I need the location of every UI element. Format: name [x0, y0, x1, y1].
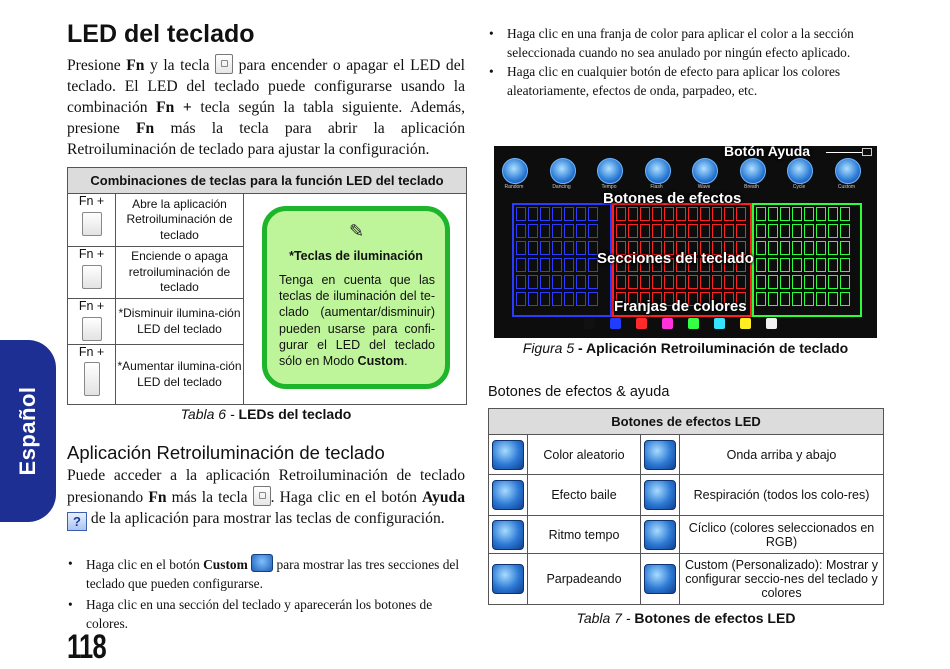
effect-circle-random[interactable] [502, 158, 528, 184]
keyboard-key[interactable] [780, 241, 790, 255]
keyboard-key[interactable] [828, 224, 838, 238]
keyboard-key[interactable] [712, 224, 722, 238]
keyboard-key[interactable] [756, 224, 766, 238]
keyboard-key[interactable] [768, 292, 778, 306]
note-body [279, 272, 435, 369]
intro-text-2: y la tecla [150, 57, 210, 74]
ayuda-label: Ayuda [421, 489, 466, 506]
table-row [68, 194, 243, 247]
keyboard-key[interactable] [780, 224, 790, 238]
keyboard-key[interactable] [540, 275, 550, 289]
intro-text-1: Presione [67, 57, 121, 74]
backlight-app-heading: Aplicación Retroiluminación de teclado [67, 442, 385, 463]
keyboard-key[interactable] [816, 275, 826, 289]
keyboard-key[interactable] [516, 292, 526, 306]
keyboard-key[interactable] [828, 292, 838, 306]
keyboard-key[interactable] [840, 241, 850, 255]
keyboard-key[interactable] [516, 258, 526, 272]
keyboard-key[interactable] [828, 275, 838, 289]
keyboard-key[interactable] [516, 241, 526, 255]
bullet-text: Haga clic en el botón [86, 557, 200, 572]
note-title: *Teclas de iluminación [289, 249, 423, 263]
keyboard-key[interactable] [540, 258, 550, 272]
keyboard-key[interactable] [688, 207, 698, 221]
color-swatch[interactable] [766, 318, 777, 329]
backlight-app-key-icon [82, 212, 102, 236]
note-custom-label: Custom [357, 354, 405, 369]
row-description: Abre la aplicación Retroiluminación de teclado [126, 196, 233, 242]
keyboard-key[interactable] [700, 207, 710, 221]
keyboard-key[interactable] [564, 258, 574, 272]
backlight-app-paragraph [67, 465, 465, 531]
keyboard-key[interactable] [804, 292, 814, 306]
keyboard-key[interactable] [804, 224, 814, 238]
fn-label: Fn + [78, 299, 105, 313]
table7-caption [488, 610, 884, 626]
app-text-3: . Haga clic en el botón [270, 489, 417, 506]
backlight-toggle-key-icon [82, 265, 102, 289]
keyboard-key[interactable] [652, 224, 662, 238]
keyboard-key[interactable] [736, 275, 746, 289]
keyboard-key[interactable] [588, 224, 598, 238]
table7-caption-prefix: Tabla 7 - [576, 610, 635, 626]
page-number: 118 [67, 628, 106, 666]
keyboard-key[interactable] [576, 258, 586, 272]
keyboard-key[interactable] [576, 292, 586, 306]
keyboard-key[interactable] [804, 207, 814, 221]
keyboard-key[interactable] [564, 241, 574, 255]
language-side-tab-label: Español [15, 386, 40, 476]
keyboard-key[interactable] [736, 207, 746, 221]
language-side-tab [0, 340, 56, 522]
dancing-effect-icon [492, 480, 524, 510]
table6-caption [67, 406, 465, 422]
table-row [489, 435, 884, 475]
keyboard-key[interactable] [804, 275, 814, 289]
bullet-text: para mostrar las tres secciones del teclado que pueden configurarse. [86, 557, 460, 591]
brightness-down-key-icon [82, 317, 102, 341]
effect-circle-custom[interactable] [835, 158, 861, 184]
effect-label: Respiración (todos los colo-res) [680, 475, 884, 516]
keyboard-key[interactable] [676, 207, 686, 221]
table-row [68, 299, 243, 345]
effect-circle-label: Breath [744, 184, 759, 190]
color-swatch[interactable] [688, 318, 699, 329]
brightness-up-key-icon [84, 362, 100, 396]
keyboard-key[interactable] [828, 241, 838, 255]
keyboard-key[interactable] [564, 292, 574, 306]
keyboard-key[interactable] [724, 275, 734, 289]
keyboard-key[interactable] [700, 275, 710, 289]
backlight-key-icon [253, 486, 271, 506]
intro-paragraph [67, 54, 465, 160]
icon-cell [489, 435, 528, 475]
keyboard-key[interactable] [516, 275, 526, 289]
effect-circle-breath[interactable] [740, 158, 766, 184]
intro-text-3: para encender o apagar el LED del teclado. El LED del teclado puede configurarse usando la combinación [67, 57, 465, 116]
color-swatch[interactable] [714, 318, 725, 329]
keyboard-sections-label: Secciones del teclado [597, 250, 754, 267]
keyboard-key[interactable] [840, 275, 850, 289]
keyboard-key[interactable] [616, 207, 626, 221]
keyboard-key[interactable] [628, 207, 638, 221]
keyboard-key[interactable] [528, 275, 538, 289]
icon-cell [641, 554, 680, 605]
effect-circle-label: Cycle [792, 184, 806, 190]
figure5-caption-title: - Aplicación Retroiluminación de teclado [574, 340, 849, 356]
keyboard-key[interactable] [628, 275, 638, 289]
keyboard-key[interactable] [564, 224, 574, 238]
keyboard-key[interactable] [588, 207, 598, 221]
keyboard-key[interactable] [792, 241, 802, 255]
keyboard-key[interactable] [828, 258, 838, 272]
effects-table-wrapper [488, 408, 884, 626]
keyboard-key[interactable] [768, 258, 778, 272]
row-description: Enciende o apaga retroiluminación de teclado [128, 249, 231, 295]
app-text-2: más la tecla [171, 489, 248, 506]
keyboard-key[interactable] [816, 207, 826, 221]
app-text-1: Puede acceder a la aplicación Retroiluminación de teclado presionando [67, 467, 465, 506]
keyboard-key[interactable] [576, 224, 586, 238]
effect-circle-label: Dancing [552, 184, 571, 190]
cycle-effect-icon [644, 520, 676, 550]
icon-cell [641, 435, 680, 475]
row-description: *Disminuir ilumina-ción LED del teclado [118, 306, 241, 336]
fn-key-label-3: Fn [148, 489, 167, 506]
fn-cell [68, 299, 116, 344]
keyboard-key[interactable] [540, 241, 550, 255]
tempo-effect-icon [492, 520, 524, 550]
backlight-app-screenshot [494, 146, 877, 338]
effect-label: Cíclico (colores seleccionados en RGB) [680, 516, 884, 554]
keyboard-key[interactable] [756, 275, 766, 289]
keyboard-key[interactable] [552, 224, 562, 238]
table7-caption-title: Botones de efectos LED [634, 610, 796, 626]
keyboard-key[interactable] [528, 241, 538, 255]
keyboard-key[interactable] [516, 207, 526, 221]
keyboard-key[interactable] [792, 275, 802, 289]
effect-circle-wave[interactable] [692, 158, 718, 184]
keyboard-key[interactable] [768, 207, 778, 221]
keyboard-key[interactable] [552, 241, 562, 255]
lighting-keys-note [262, 206, 450, 389]
keyboard-key[interactable] [756, 207, 766, 221]
keyboard-key[interactable] [816, 241, 826, 255]
keyboard-key[interactable] [540, 224, 550, 238]
figure5-caption-prefix: Figura 5 [522, 340, 575, 356]
breath-effect-icon [644, 480, 676, 510]
keyboard-key[interactable] [616, 275, 626, 289]
table-divider [243, 194, 244, 404]
table-row [489, 475, 884, 516]
row-description: *Aumentar ilumina-ción LED del teclado [117, 359, 242, 389]
table-row [68, 247, 243, 299]
right-bullet-list [488, 24, 882, 100]
keyboard-key[interactable] [516, 224, 526, 238]
keyboard-key[interactable] [688, 275, 698, 289]
effect-circle-label: Tempo [601, 184, 617, 190]
keyboard-key[interactable] [628, 224, 638, 238]
keyboard-key[interactable] [768, 275, 778, 289]
color-swatch[interactable] [662, 318, 673, 329]
effects-table [488, 408, 884, 605]
icon-cell [641, 516, 680, 554]
color-strips-label: Franjas de colores [614, 298, 747, 315]
keyboard-key[interactable] [676, 224, 686, 238]
custom-button-icon [251, 554, 273, 572]
led-key-table-header: Combinaciones de teclas para la función LED del teclado [68, 168, 466, 194]
keyboard-key[interactable] [816, 224, 826, 238]
effect-circle-dancing[interactable] [550, 158, 576, 184]
keyboard-key[interactable] [688, 224, 698, 238]
effect-circle-cycle[interactable] [787, 158, 813, 184]
keyboard-key[interactable] [816, 258, 826, 272]
keyboard-key[interactable] [528, 258, 538, 272]
custom-effect-icon [644, 564, 676, 594]
fn-cell [68, 345, 116, 404]
help-button-label: Botón Ayuda [724, 146, 811, 159]
icon-cell [489, 516, 528, 554]
keyboard-key[interactable] [792, 258, 802, 272]
effect-circle-label: Flash [650, 184, 663, 190]
note-end: . [404, 354, 408, 369]
keyboard-key[interactable] [792, 224, 802, 238]
keyboard-key[interactable] [768, 241, 778, 255]
keyboard-key[interactable] [588, 275, 598, 289]
keyboard-key[interactable] [840, 224, 850, 238]
table-row [489, 554, 884, 605]
color-swatch[interactable] [584, 318, 595, 329]
keyboard-key[interactable] [528, 292, 538, 306]
list-item [67, 595, 465, 633]
effects-table-header: Botones de efectos LED [489, 409, 884, 435]
keyboard-key[interactable] [552, 292, 562, 306]
keyboard-key[interactable] [564, 275, 574, 289]
keyboard-key[interactable] [724, 224, 734, 238]
effect-label: Custom (Personalizado): Mostrar y configurar seccio-nes del teclado y colores [680, 554, 884, 605]
keyboard-key[interactable] [816, 292, 826, 306]
effect-label: Parpadeando [528, 554, 641, 605]
bullet-text: Haga clic en una sección del teclado y aparecerán los botones de colores. [86, 597, 433, 631]
fn-cell [68, 247, 116, 298]
keyboard-key[interactable] [756, 258, 766, 272]
help-button-icon: ? [67, 512, 87, 531]
keyboard-key[interactable] [564, 207, 574, 221]
wave-effect-icon [644, 440, 676, 470]
effect-label: Efecto baile [528, 475, 641, 516]
table6-caption-title: LEDs del teclado [238, 406, 352, 422]
keyboard-key[interactable] [712, 207, 722, 221]
fn-label: Fn + [78, 194, 105, 208]
effect-circle-label: Wave [697, 184, 711, 190]
effect-label: Ritmo tempo [528, 516, 641, 554]
keyboard-key[interactable] [664, 224, 674, 238]
keyboard-key[interactable] [676, 275, 686, 289]
color-swatch[interactable] [610, 318, 621, 329]
effects-help-heading: Botones de efectos & ayuda [488, 384, 670, 400]
keyboard-key[interactable] [700, 224, 710, 238]
keyboard-key[interactable] [780, 292, 790, 306]
fn-plus-label: Fn + [156, 99, 192, 116]
keyboard-key[interactable] [540, 292, 550, 306]
effect-buttons-label: Botones de efectos [603, 190, 742, 207]
keyboard-key[interactable] [840, 207, 850, 221]
intro-text-4: tecla según la tabla siguiente. Además, presione [67, 99, 466, 137]
fn-key-label: Fn [126, 57, 145, 74]
keyboard-key[interactable] [616, 224, 626, 238]
help-button-icon-small [862, 148, 872, 156]
keyboard-key[interactable] [840, 258, 850, 272]
list-item [67, 554, 465, 593]
effect-circle-flash[interactable] [645, 158, 671, 184]
effect-label: Color aleatorio [528, 435, 641, 475]
keyboard-key[interactable] [588, 292, 598, 306]
keyboard-key[interactable] [576, 275, 586, 289]
fn-label: Fn + [78, 247, 105, 261]
keyboard-key[interactable] [528, 207, 538, 221]
table-row [489, 516, 884, 554]
keyboard-key[interactable] [652, 275, 662, 289]
keyboard-key[interactable] [736, 224, 746, 238]
fn-label: Fn + [78, 345, 105, 359]
keyboard-key[interactable] [792, 292, 802, 306]
color-swatch[interactable] [740, 318, 751, 329]
bullet-text: Haga clic en una franja de color para aplicar el color a la sección seleccionada cuando no sea anulado por ningún efecto aplicado. [507, 26, 854, 60]
keyboard-key[interactable] [780, 207, 790, 221]
keyboard-key[interactable] [552, 275, 562, 289]
keyboard-key[interactable] [792, 207, 802, 221]
note-body-text: Tenga en cuenta que las teclas de iluminación del te-clado (aumentar/disminuir) pueden usarse para confi-gurar el LED del teclado sólo en Modo [279, 273, 435, 369]
flash-effect-icon [492, 564, 524, 594]
keyboard-key[interactable] [576, 207, 586, 221]
left-bullet-list [67, 554, 465, 633]
table6-caption-prefix: Tabla 6 - [180, 406, 239, 422]
custom-label: Custom [203, 557, 248, 572]
keyboard-key[interactable] [780, 258, 790, 272]
list-item [488, 24, 882, 62]
keyboard-key[interactable] [540, 207, 550, 221]
keyboard-key[interactable] [712, 275, 722, 289]
icon-cell [489, 554, 528, 605]
pencil-icon: ✎ [349, 221, 365, 241]
effect-circle-label: Custom [837, 184, 856, 190]
figure5-caption [494, 340, 877, 356]
keyboard-key[interactable] [652, 207, 662, 221]
keyboard-key[interactable] [768, 224, 778, 238]
page-title: LED del teclado [67, 20, 255, 48]
keyboard-key[interactable] [840, 292, 850, 306]
keyboard-key[interactable] [552, 207, 562, 221]
keyboard-key[interactable] [528, 224, 538, 238]
bullet-text: Haga clic en cualquier botón de efecto para aplicar los colores aleatoriamente, efectos de onda, parpadeo, etc. [507, 64, 841, 98]
random-effect-icon [492, 440, 524, 470]
icon-cell [489, 475, 528, 516]
intro-text-5: más la tecla para abrir la aplicación Retroiluminación de teclado para ajustar la configuración. [67, 120, 465, 158]
icon-cell [641, 475, 680, 516]
keyboard-key[interactable] [664, 275, 674, 289]
list-item [488, 62, 882, 100]
color-swatch[interactable] [636, 318, 647, 329]
keyboard-key[interactable] [640, 207, 650, 221]
keyboard-key[interactable] [640, 224, 650, 238]
help-arrow [826, 152, 862, 153]
effect-circle-label: Random [504, 184, 524, 190]
keyboard-key[interactable] [576, 241, 586, 255]
keyboard-key[interactable] [756, 241, 766, 255]
effect-circle-tempo[interactable] [597, 158, 623, 184]
app-text-4: de la aplicación para mostrar las teclas de configuración. [90, 510, 445, 527]
keyboard-key[interactable] [780, 275, 790, 289]
fn-cell [68, 194, 116, 246]
effect-label: Onda arriba y abajo [680, 435, 884, 475]
table-row [68, 345, 243, 404]
fn-key-label-2: Fn [136, 120, 155, 137]
keyboard-key[interactable] [664, 207, 674, 221]
keyboard-key[interactable] [756, 292, 766, 306]
keyboard-key[interactable] [804, 258, 814, 272]
keyboard-key[interactable] [640, 275, 650, 289]
keyboard-key[interactable] [552, 258, 562, 272]
led-key-icon [215, 54, 233, 74]
keyboard-key[interactable] [828, 207, 838, 221]
keyboard-key[interactable] [804, 241, 814, 255]
keyboard-key[interactable] [724, 207, 734, 221]
